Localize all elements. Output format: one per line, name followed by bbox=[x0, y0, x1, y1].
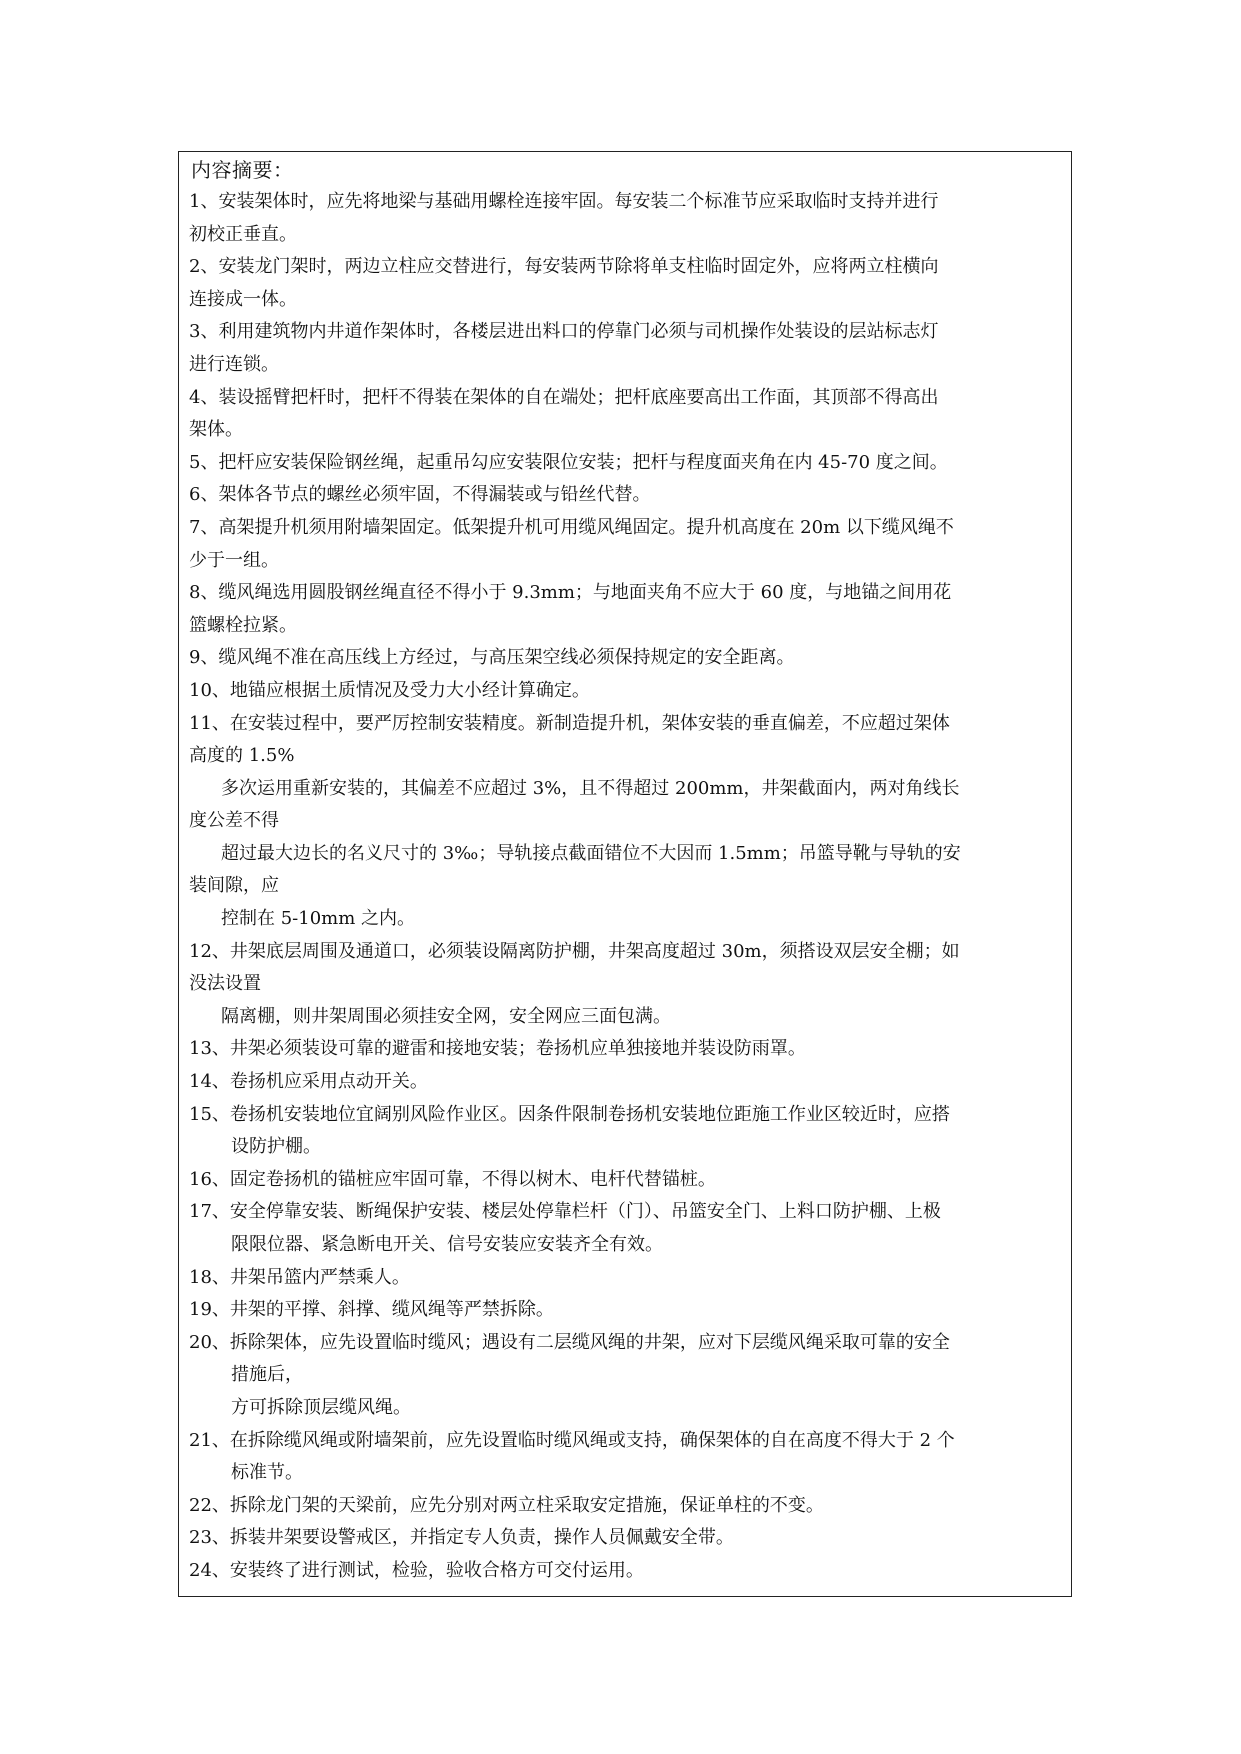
summary-line: 多次运用重新安装的，其偏差不应超过 3%，且不得超过 200mm，井架截面内，两对角线长 bbox=[221, 777, 960, 799]
summary-line: 9、缆风绳不准在高压线上方经过，与高压架空线必须保持规定的安全距离。 bbox=[189, 647, 795, 669]
summary-line: 8、缆风绳选用圆股钢丝绳直径不得小于 9.3mm；与地面夹角不应大于 60 度，与地锚之间用花 bbox=[189, 582, 952, 604]
summary-heading: 内容摘要： bbox=[191, 158, 294, 182]
summary-line: 设防护棚。 bbox=[231, 1136, 321, 1158]
summary-line: 措施后， bbox=[231, 1364, 303, 1386]
summary-line: 隔离棚，则井架周围必须挂安全网，安全网应三面包满。 bbox=[221, 1005, 671, 1027]
summary-line: 17、安全停靠安装、断绳保护安装、楼层处停靠栏杆（门）、吊篮安全门、上料口防护棚、上极 bbox=[189, 1201, 941, 1223]
summary-line: 7、高架提升机须用附墙架固定。低架提升机可用缆风绳固定。提升机高度在 20m 以下缆风绳不 bbox=[189, 516, 954, 538]
summary-line: 6、架体各节点的螺丝必须牢固，不得漏装或与铅丝代替。 bbox=[189, 484, 651, 506]
summary-line: 方可拆除顶层缆风绳。 bbox=[231, 1396, 411, 1418]
summary-line: 控制在 5-10mm 之内。 bbox=[221, 908, 416, 930]
summary-line: 13、井架必须装设可靠的避雷和接地安装；卷扬机应单独接地并装设防雨罩。 bbox=[189, 1038, 806, 1060]
summary-lines bbox=[189, 186, 1061, 1588]
summary-line: 15、卷扬机安装地位宜阔别风险作业区。因条件限制卷扬机安装地位距施工作业区较近时，应搭 bbox=[189, 1103, 950, 1125]
summary-line: 没法设置 bbox=[189, 973, 261, 995]
summary-line: 16、固定卷扬机的锚桩应牢固可靠，不得以树木、电杆代替锚桩。 bbox=[189, 1168, 716, 1190]
summary-line: 22、拆除龙门架的天梁前，应先分别对两立柱采取安定措施，保证单柱的不变。 bbox=[189, 1494, 824, 1516]
summary-line: 架体。 bbox=[189, 419, 243, 441]
summary-line: 19、井架的平撑、斜撑、缆风绳等严禁拆除。 bbox=[189, 1299, 554, 1321]
content-summary-box bbox=[178, 151, 1072, 1597]
summary-line: 14、卷扬机应采用点动开关。 bbox=[189, 1071, 428, 1093]
summary-line: 连接成一体。 bbox=[189, 288, 297, 310]
summary-line: 1、安装架体时，应先将地梁与基础用螺栓连接牢固。每安装二个标准节应采取临时支持并进行 bbox=[189, 191, 939, 212]
summary-line: 篮螺栓拉紧。 bbox=[189, 614, 297, 636]
summary-line: 限限位器、紧急断电开关、信号安装应安装齐全有效。 bbox=[231, 1234, 663, 1255]
summary-line: 进行连锁。 bbox=[189, 353, 279, 375]
summary-line: 高度的 1.5% bbox=[189, 745, 295, 767]
summary-line: 5、把杆应安装保险钢丝绳，起重吊勾应安装限位安装；把杆与程度面夹角在内 45-70 度之间。 bbox=[189, 451, 948, 473]
summary-line: 4、装设摇臂把杆时，把杆不得装在架体的自在端处；把杆底座要高出工作面，其顶部不得高出 bbox=[189, 386, 939, 408]
summary-line: 10、地锚应根据土质情况及受力大小经计算确定。 bbox=[189, 679, 590, 701]
summary-line: 24、安装终了进行测试，检验，验收合格方可交付运用。 bbox=[189, 1559, 644, 1581]
summary-line: 度公差不得 bbox=[189, 810, 279, 832]
summary-line: 21、在拆除缆风绳或附墙架前，应先设置临时缆风绳或支持，确保架体的自在高度不得大于 2 个 bbox=[189, 1429, 955, 1451]
summary-line: 12、井架底层周围及通道口，必须装设隔离防护棚，井架高度超过 30m，须搭设双层安全棚；如 bbox=[189, 940, 960, 962]
summary-line: 23、拆装井架要设警戒区，并指定专人负责，操作人员佩戴安全带。 bbox=[189, 1527, 734, 1549]
summary-line: 3、利用建筑物内井道作架体时，各楼层进出料口的停靠门必须与司机操作处装设的层站标志灯 bbox=[189, 321, 939, 343]
summary-line: 初校正垂直。 bbox=[189, 223, 297, 245]
summary-line: 11、在安装过程中，要严厉控制安装精度。新制造提升机，架体安装的垂直偏差，不应超过架体 bbox=[189, 712, 950, 734]
summary-line: 20、拆除架体，应先设置临时缆风；遇设有二层缆风绳的井架，应对下层缆风绳采取可靠的安全 bbox=[189, 1331, 950, 1353]
summary-line: 装间隙，应 bbox=[189, 875, 279, 897]
summary-line: 2、安装龙门架时，两边立柱应交替进行，每安装两节除将单支柱临时固定外，应将两立柱横向 bbox=[189, 256, 939, 278]
summary-line: 超过最大边长的名义尺寸的 3‰；导轨接点截面错位不大因而 1.5mm；吊篮导靴与导轨的安 bbox=[221, 842, 961, 864]
summary-line: 18、井架吊篮内严禁乘人。 bbox=[189, 1266, 410, 1288]
summary-line: 少于一组。 bbox=[189, 549, 279, 571]
summary-line: 标准节。 bbox=[231, 1462, 303, 1484]
